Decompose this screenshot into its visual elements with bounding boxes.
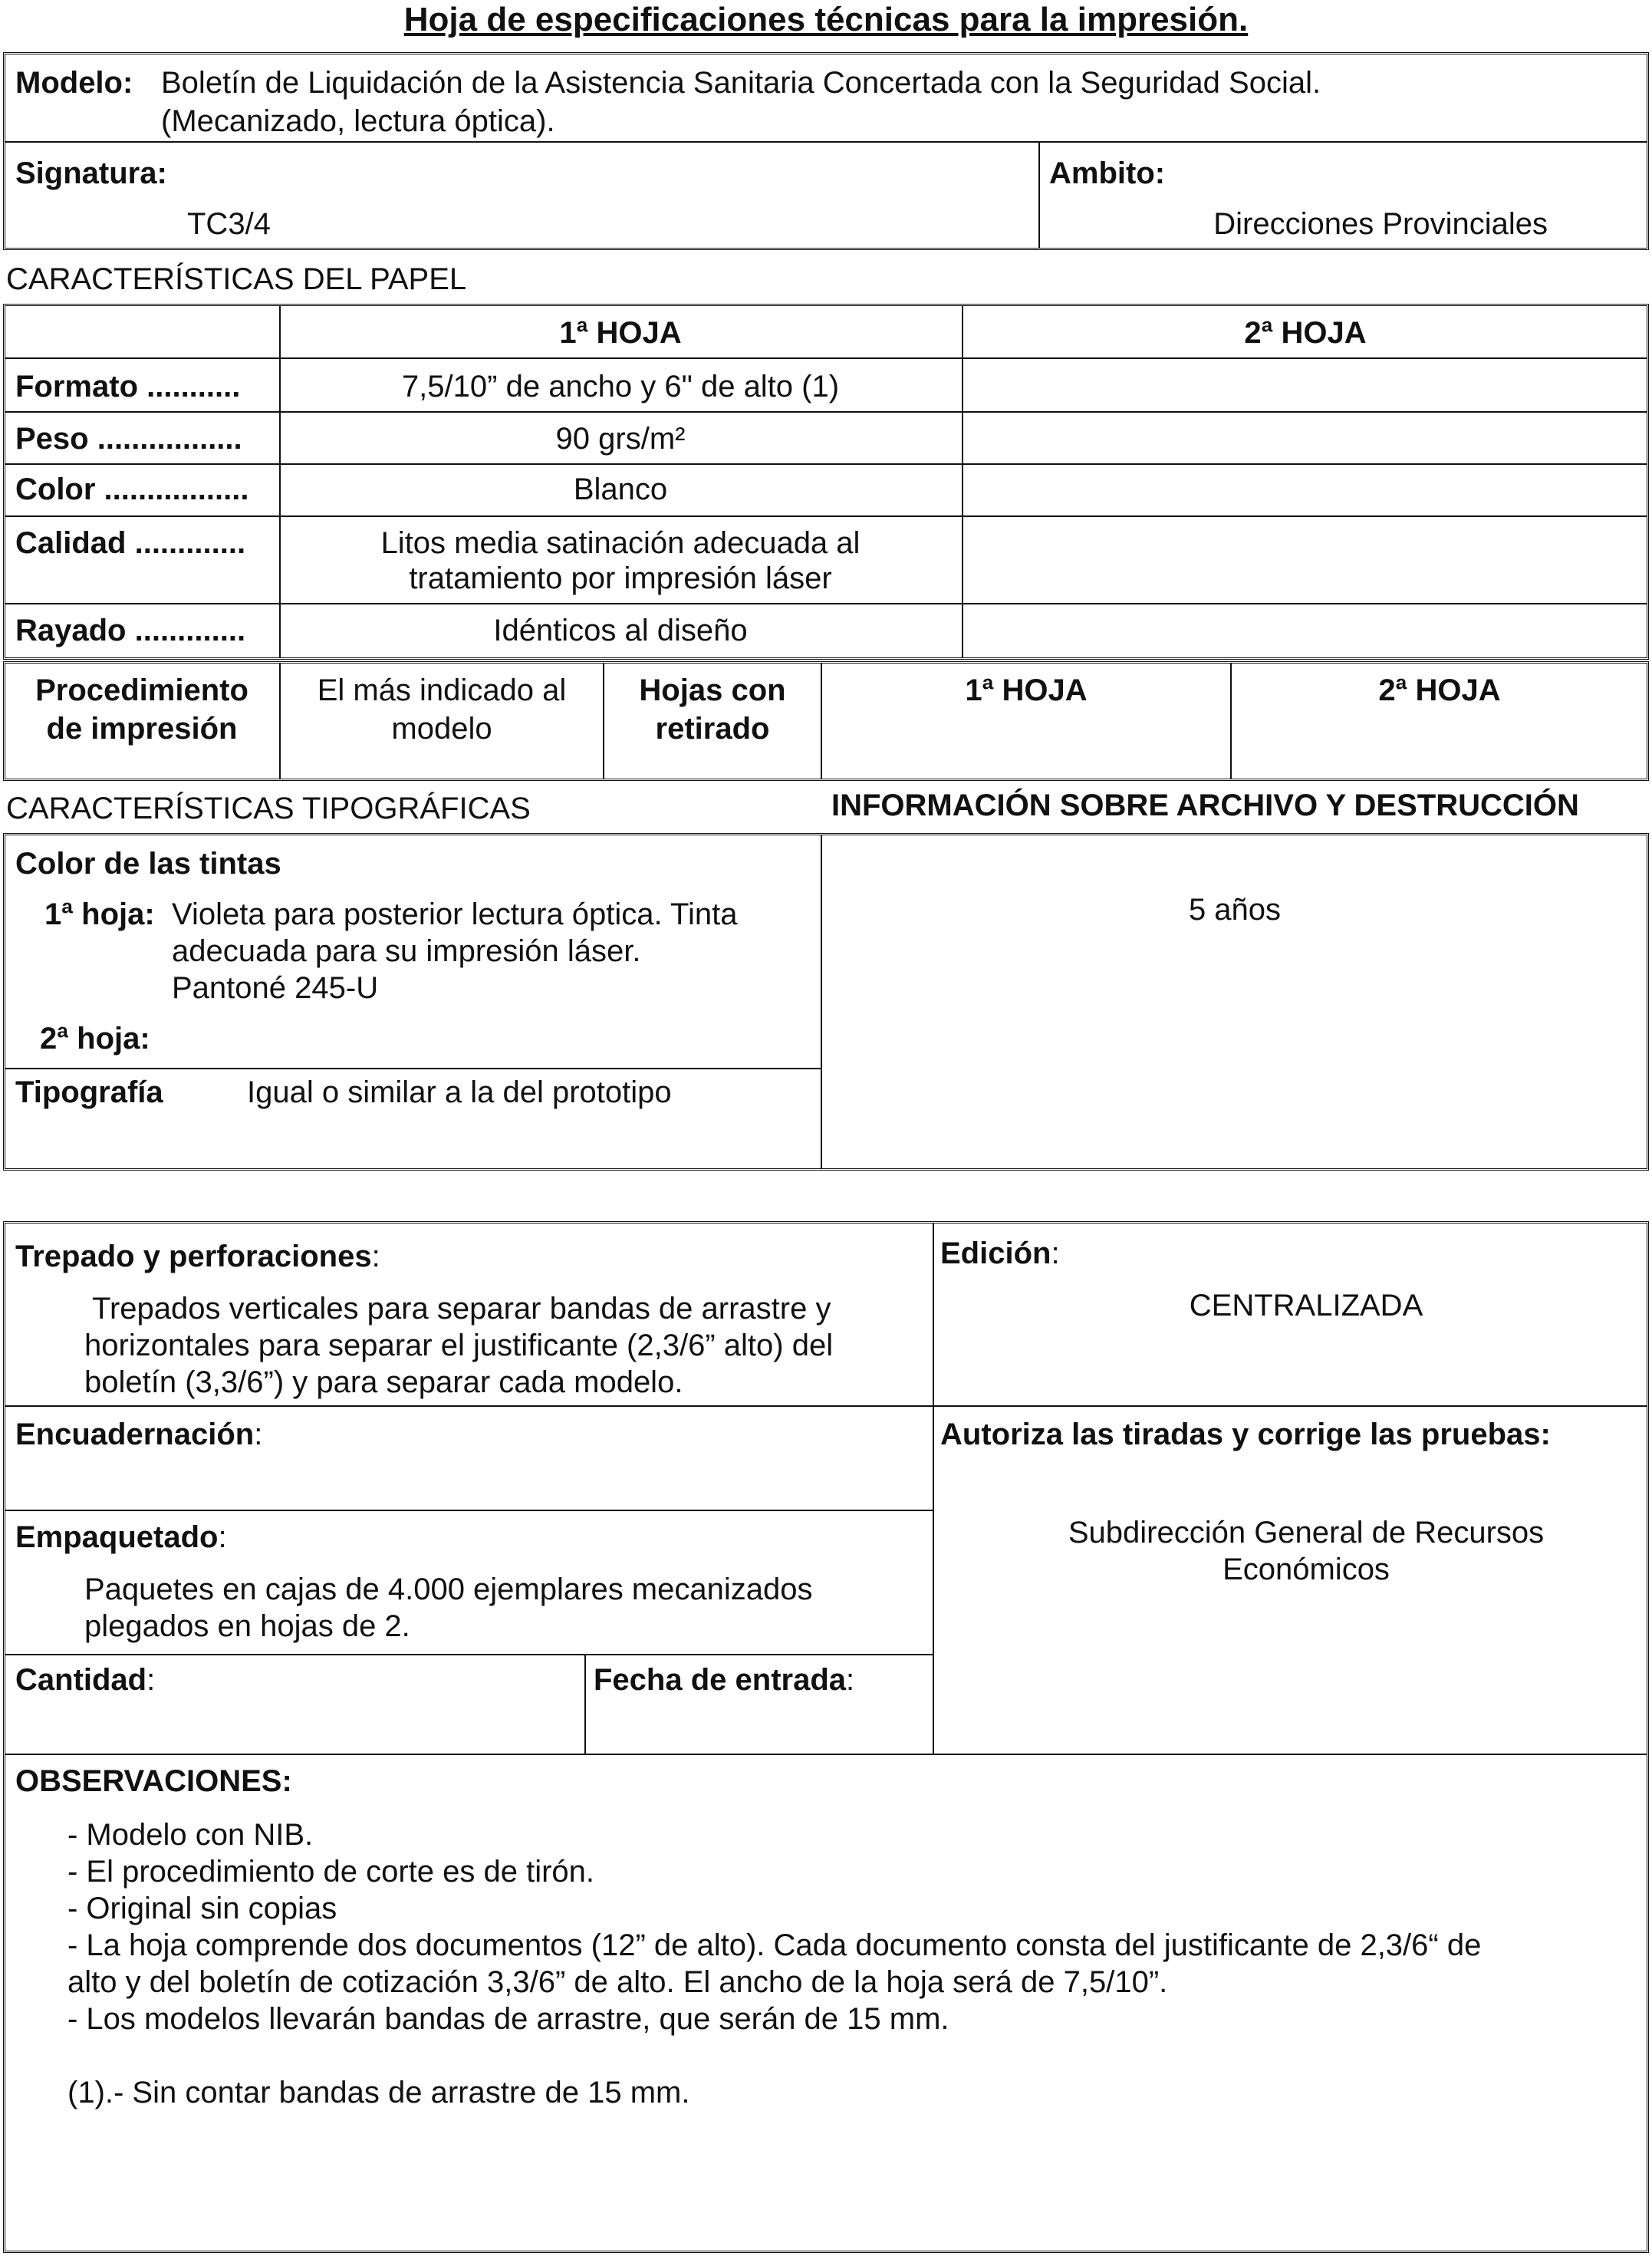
- paper-row-divider: [5, 515, 1647, 517]
- paper-col-1ahoja: 1ª HOJA: [559, 316, 682, 350]
- edicion-label: Edición:: [940, 1237, 1060, 1270]
- tipografia-value: Igual o similar a la del prototipo: [247, 1075, 672, 1109]
- cantidad-fecha-divider: [584, 1654, 586, 1754]
- color-label: Color .................: [15, 473, 249, 506]
- paper-row-divider: [5, 463, 1647, 465]
- observaciones-line: alto y del boletín de cotización 3,3/6” de alto. El ancho de la hoja será de 7,5/10”.: [67, 1965, 1168, 1999]
- observaciones-line: - La hoja comprende dos documentos (12” de alto). Cada documento consta del justificante de 2,3/6“ de: [67, 1928, 1482, 1962]
- hoja1-value-line1: Violeta para posterior lectura óptica. Tinta: [172, 897, 738, 931]
- autoriza-label: Autoriza las tiradas y corrige las pruebas:: [940, 1418, 1551, 1451]
- paper-row-divider: [5, 411, 1647, 413]
- hojas-retirado-label-line2: retirado: [655, 712, 770, 746]
- rayado-label: Rayado .............: [15, 614, 246, 647]
- formato-label: Formato ...........: [15, 370, 241, 403]
- ink-color-label: Color de las tintas: [15, 847, 281, 881]
- observaciones-line: - Original sin copias: [67, 1892, 337, 1925]
- signatura-label: Signatura:: [15, 156, 167, 190]
- print-col-1ahoja: 1ª HOJA: [965, 674, 1088, 707]
- hoja1-value-line2: adecuada para su impresión láser.: [172, 934, 641, 968]
- hojas-retirado-label-line1: Hojas con: [639, 674, 786, 707]
- ambito-label: Ambito:: [1049, 156, 1166, 190]
- rayado-value: Idénticos al diseño: [493, 614, 748, 647]
- document-title: Hoja de especificaciones técnicas para la impresión.: [403, 1, 1249, 38]
- edicion-value: CENTRALIZADA: [1189, 1289, 1423, 1322]
- modelo-label: Modelo:: [15, 66, 133, 100]
- hoja1-value-line3: Pantoné 245-U: [172, 971, 379, 1005]
- paper-row-divider: [5, 357, 1647, 359]
- tipografia-label: Tipografía: [15, 1075, 163, 1109]
- observaciones-line: - Modelo con NIB.: [67, 1818, 314, 1852]
- autoriza-value-line2: Económicos: [1223, 1553, 1390, 1586]
- archive-value: 5 años: [1188, 893, 1282, 927]
- signatura-value: TC3/4: [187, 207, 271, 241]
- observaciones-line: - El procedimiento de corte es de tirón.: [67, 1855, 595, 1889]
- signatura-ambito-divider: [1038, 141, 1040, 249]
- modelo-value-line2: (Mecanizado, lectura óptica).: [161, 104, 555, 138]
- observaciones-label: OBSERVACIONES:: [15, 1764, 292, 1798]
- trepado-value-line2: horizontales para separar el justificante (2,3/6” alto) del: [84, 1329, 834, 1362]
- empaquetado-value-line1: Paquetes en cajas de 4.000 ejemplares mecanizados: [84, 1573, 813, 1606]
- archive-section-title: INFORMACIÓN SOBRE ARCHIVO Y DESTRUCCIÓN: [831, 789, 1579, 822]
- observaciones-line: (1).- Sin contar bandas de arrastre de 15 mm.: [67, 2076, 690, 2109]
- ambito-value: Direcciones Provinciales: [1213, 207, 1548, 241]
- trepado-label: Trepado y perforaciones:: [15, 1240, 380, 1273]
- procedimiento-label-line1: Procedimiento: [35, 674, 248, 707]
- empaquetado-value-line2: plegados en hojas de 2.: [84, 1609, 410, 1643]
- header-divider: [5, 141, 1647, 143]
- tipografia-divider: [5, 1068, 821, 1069]
- formato-value: 7,5/10” de ancho y 6" de alto (1): [401, 370, 840, 403]
- production-row-divider: [5, 1510, 933, 1511]
- calidad-value-line2: tratamiento por impresión láser: [409, 562, 832, 595]
- paper-row-divider: [5, 603, 1647, 604]
- observaciones-line: - Los modelos llevarán bandas de arrastre, que serán de 15 mm.: [67, 2002, 949, 2036]
- color-value: Blanco: [573, 473, 668, 506]
- peso-label: Peso .................: [15, 422, 242, 456]
- fecha-entrada-label: Fecha de entrada:: [594, 1663, 855, 1697]
- paper-section-title: CARACTERÍSTICAS DEL PAPEL: [6, 262, 467, 296]
- production-row-divider: [5, 1654, 933, 1655]
- trepado-value-line1: Trepados verticales para separar bandas de arrastre y: [92, 1292, 831, 1326]
- observaciones-divider: [5, 1754, 1647, 1755]
- calidad-value-line1: Litos media satinación adecuada al: [380, 526, 861, 560]
- autoriza-value-line1: Subdirección General de Recursos: [1068, 1516, 1545, 1550]
- print-col-2ahoja: 2ª HOJA: [1378, 674, 1501, 707]
- modelo-value-line1: Boletín de Liquidación de la Asistencia Sanitaria Concertada con la Seguridad Social.: [161, 66, 1321, 100]
- procedimiento-value-line2: modelo: [391, 712, 492, 746]
- procedimiento-label-line2: de impresión: [46, 712, 238, 746]
- calidad-label: Calidad .............: [15, 526, 246, 560]
- empaquetado-label: Empaquetado:: [15, 1520, 227, 1554]
- hoja2-label: 2ª hoja:: [40, 1022, 150, 1056]
- paper-col-2ahoja: 2ª HOJA: [1244, 316, 1367, 350]
- trepado-value-line3: boletín (3,3/6”) y para separar cada modelo.: [84, 1365, 683, 1399]
- encuadernacion-label: Encuadernación:: [15, 1418, 263, 1451]
- procedimiento-value-line1: El más indicado al: [317, 674, 567, 707]
- typo-archive-divider: [821, 835, 822, 1169]
- production-row-divider: [5, 1405, 1647, 1407]
- typo-section-title: CARACTERÍSTICAS TIPOGRÁFICAS: [6, 792, 531, 825]
- cantidad-label: Cantidad:: [15, 1663, 156, 1697]
- peso-value: 90 grs/m²: [555, 422, 686, 456]
- hoja1-label: 1ª hoja:: [44, 897, 155, 931]
